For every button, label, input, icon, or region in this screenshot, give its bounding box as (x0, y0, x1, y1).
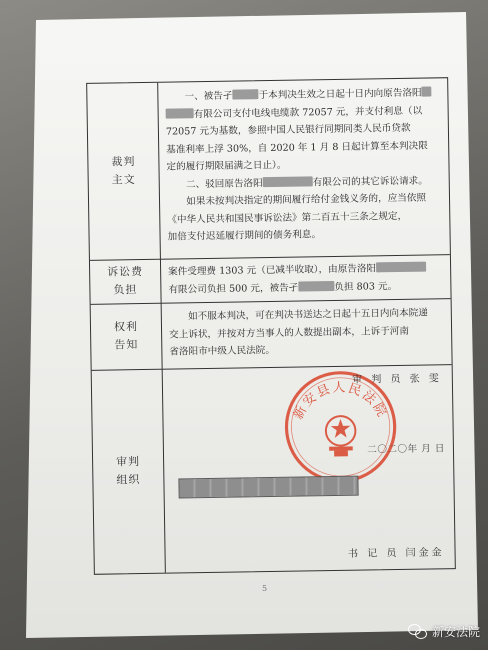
rights-line: 交上诉状，并按对方当事人的人数提出副本，上诉于河南 (169, 325, 410, 341)
rights-text (169, 304, 446, 368)
tribunal-label-line1: 审判 (116, 455, 141, 469)
clerk-signature: 书 记 员 闫金金 (347, 547, 445, 560)
rights-label (91, 303, 163, 370)
tribunal-label-line2: 组织 (116, 473, 141, 487)
judgment-date: 二〇二〇年 月 日 (367, 443, 446, 456)
tribunal-label (92, 369, 166, 574)
rights-label-line2: 告知 (114, 338, 139, 352)
seal-text: 新安县人民法院 (290, 380, 390, 423)
rights-line: 如不服本判决，可在判决书送达之日起十五日内向本院递 (187, 307, 428, 323)
verdict-row (87, 78, 450, 261)
verdict-line: 基准利率上浮 30%，自 2020 年 1 月 8 日起计算至本判决限 (166, 140, 428, 156)
text-fragment: 有限公司的其它诉讼请求。 (312, 175, 428, 188)
verdict-line: 定的履行期限届满之日止）。 (166, 159, 287, 173)
fee-row (90, 254, 451, 305)
text-fragment: 一、被告孑 (184, 90, 233, 103)
verdict-line: 如果未按判决指定的期间履行给付金钱义务的，应当依照 (186, 192, 427, 208)
tribunal-row (92, 364, 455, 574)
fee-label (90, 259, 162, 304)
redaction-block (232, 89, 258, 99)
verdict-label-line2: 主文 (111, 173, 136, 187)
redaction-block (263, 176, 313, 187)
text-fragment: 负担 803 元。 (334, 280, 398, 293)
rights-row (91, 298, 452, 371)
redaction-block (422, 86, 432, 96)
page-number: 5 (262, 584, 268, 593)
copy-verification-stamp (178, 476, 358, 499)
verdict-line: 加倍支付迟延履行期间的债务利息。 (167, 229, 322, 243)
verdict-line: 《中华人民共和国民事诉讼法》第二百五十三条之规定， (167, 210, 408, 226)
text-fragment: 于本判决生效之日起十日内向原告洛阳 (258, 87, 422, 102)
judge-signature: 审 判 员 张 雯 (352, 373, 442, 386)
verdict-label-line1: 裁判 (111, 155, 136, 169)
fee-label-line2: 负担 (113, 283, 138, 297)
judgment-table (86, 77, 456, 575)
text-fragment: 案件受理费 1303 元（已减半收取），由原告洛阳 (168, 263, 377, 278)
text-fragment: 有限公司负担 500 元，被告孑 (168, 282, 299, 296)
redaction-block (166, 108, 194, 118)
fee-text (168, 259, 445, 302)
wechat-icon (408, 624, 428, 639)
text-fragment: 二、驳回原告洛阳 (185, 177, 263, 190)
redaction-block (376, 262, 426, 273)
redaction-block (298, 281, 334, 292)
verdict-label (87, 83, 161, 260)
tribunal-area (163, 364, 455, 573)
national-emblem-icon (326, 416, 356, 457)
watermark (408, 623, 480, 640)
text-fragment: 有限公司支付电线电缆款 72057 元，并支付利息（以 (193, 105, 423, 120)
rights-label-line1: 权利 (113, 320, 139, 334)
verdict-line: 72057 元为基数，参照中国人民银行同期同类人民币贷款 (165, 122, 411, 138)
fee-label-line1: 诉讼费 (107, 265, 144, 279)
watermark-text: 新安法院 (431, 625, 480, 639)
verdict-text (165, 84, 444, 258)
fee-line-2 (168, 277, 444, 299)
rights-line: 省洛阳市中级人民法院。 (169, 344, 276, 358)
